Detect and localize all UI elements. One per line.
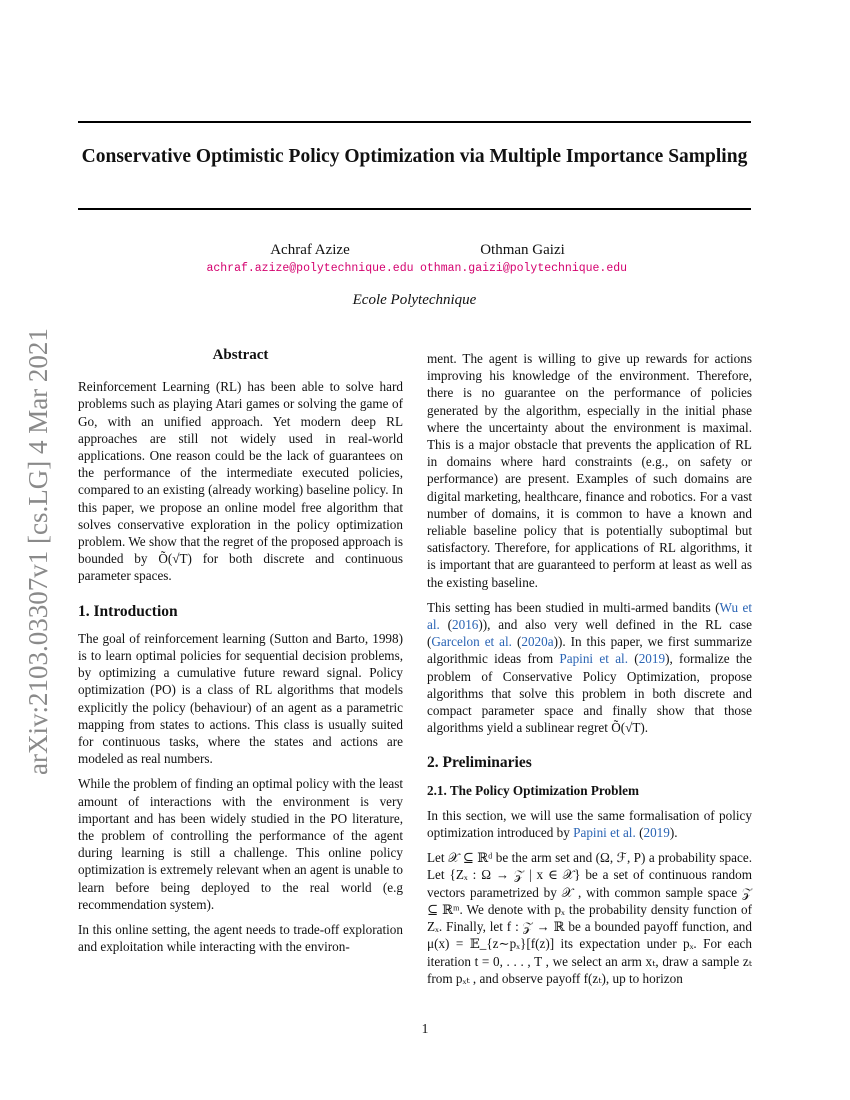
prelim-paragraph-2: Let 𝒳 ⊆ ℝᵈ be the arm set and (Ω, ℱ, P) a probability space. Let {Zₓ : Ω → 𝒵 | x ∈ 𝒳} be a set of continuous random vectors parametrized by 𝒳 , with common sample space 𝒵 ⊆ ℝᵐ. We denote with pₓ the probability density function of Zₓ. Finally, let f : 𝒵 → ℝ be a bounded payoff function, and μ(x) = 𝔼_{z∼pₓ}[f(z)] its expectation under pₓ. For each iteration t = 0, . . . , T , we select an arm xₜ, draw a sample zₜ from pₓₜ , and observe payoff f(zₜ), up to horizon bbox=[427, 850, 752, 986]
title-rule-top bbox=[78, 121, 751, 123]
author-name: Achraf Azize bbox=[270, 242, 350, 258]
author-1 bbox=[205, 240, 415, 278]
author-email[interactable]: achraf.azize@polytechnique.edu bbox=[206, 262, 414, 275]
text-run: ( bbox=[439, 617, 453, 633]
abstract-heading: Abstract bbox=[212, 347, 269, 363]
author-2 bbox=[420, 240, 628, 278]
intro-paragraph-3-continued: ment. The agent is willing to give up rewards for actions improving his knowledge of the environment. Therefore, there is no guarantee on the performance of policies generated by the algorithm, especially in the initial phase where the uncertainty about the environment is maximal. This is a major obstacle that prevents the application of RL in domains where hard constraints (e.g., on safety or performance) are present. Examples of such domains are digital marketing, healthcare, finance and robotics. For a vast number of domains, it is common to have a known and reliable baseline policy that is potentially suboptimal but satisfactory. Therefore, for applications of RL algorithms, it is important that are guaranteed to perform at least as well as the existing baseline. bbox=[427, 351, 752, 590]
citation-link[interactable]: Papini et al. bbox=[573, 825, 636, 841]
section-heading-introduction: 1. Introduction bbox=[78, 602, 178, 620]
citation-link[interactable]: Garcelon et al. bbox=[431, 634, 512, 650]
abstract-text: Reinforcement Learning (RL) has been able to solve hard problems such as playing Atari games or solving the game of Go, with an unified approach. Yet modern deep RL approaches are still not widely used in real-world applications. One reason could be the lack of guarantees on the performance of the intermediate executed policies, compared to an existing (already working) baseline policy. In this paper, we propose an online model free algorithm that solves conservative exploration in the policy optimization problem. We show that the regret of the proposed approach is bounded by Õ(√T) for both discrete and continuous parameter spaces. bbox=[78, 379, 403, 584]
citation-year-link[interactable]: 2019 bbox=[643, 825, 670, 841]
left-column bbox=[78, 345, 403, 964]
text-run: )). In this paper, we first summarize algorithmic ideas from bbox=[427, 634, 752, 667]
citation-link[interactable]: Wu et al. bbox=[427, 599, 753, 633]
subsection-heading: 2.1. The Policy Optimization Problem bbox=[427, 782, 639, 798]
author-name: Othman Gaizi bbox=[480, 242, 565, 258]
arxiv-identifier: arXiv:2103.03307v1 [cs.LG] 4 Mar 2021 bbox=[23, 328, 53, 775]
text-run: ), formalize the problem of Conservative Policy Optimization, propose algorithms that solve this problem in both discrete and compact parameter space and finally show that those algorithms yield a sublinear regret Õ(√T). bbox=[427, 651, 752, 736]
text-run: ( bbox=[511, 634, 522, 650]
text-run: ( bbox=[635, 825, 644, 841]
intro-paragraph-3: In this online setting, the agent needs to trade-off exploration and exploitation while interacting with the environ- bbox=[78, 922, 403, 955]
citation-link[interactable]: Papini et al. bbox=[559, 651, 629, 667]
title-rule-bottom bbox=[78, 208, 751, 210]
citation-year-link[interactable]: 2019 bbox=[638, 651, 666, 667]
intro-paragraph-4 bbox=[427, 599, 752, 737]
text-run: )), and also very well defined in the RL case ( bbox=[427, 617, 752, 650]
section-heading-preliminaries: 2. Preliminaries bbox=[427, 754, 532, 772]
right-column bbox=[427, 350, 752, 995]
text-run: In this section, we will use the same formalisation of policy optimization introduced by bbox=[427, 807, 752, 841]
affiliation: Ecole Polytechnique bbox=[352, 292, 477, 308]
paper-title: Conservative Optimistic Policy Optimization via Multiple Importance Sampling bbox=[81, 146, 748, 167]
intro-paragraph-1: The goal of reinforcement learning (Sutton and Barto, 1998) is to learn optimal policies for sequential decision problems, by optimizing a cumulative future reward signal. Policy optimization (PO) is a class of RL algorithms that models explicitly the policy (behaviour) of an agent as a parametric mapping from states to actions. This class is usually suited for continuous tasks, where the states and actions are modeled as real numbers. bbox=[78, 630, 403, 767]
author-email[interactable]: othman.gaizi@polytechnique.edu bbox=[420, 262, 628, 275]
page-number: 1 bbox=[421, 1021, 429, 1036]
prelim-paragraph-1 bbox=[427, 807, 752, 841]
intro-paragraph-2: While the problem of finding an optimal policy with the least amount of interactions with the environment is very important and has been widely studied in the PO literature, the problem of controlling the performance of the agent during learning is still a challenge. This online policy optimization is extremely relevant when an agent is unable to learn before being deployed to the real world (e.g recommendation system). bbox=[78, 776, 403, 912]
text-run: This setting has been studied in multi-armed bandits ( bbox=[427, 599, 720, 615]
citation-year-link[interactable]: 2020a bbox=[521, 634, 554, 650]
text-run: ). bbox=[669, 825, 678, 841]
citation-year-link[interactable]: 2016 bbox=[452, 617, 479, 633]
text-run: ( bbox=[628, 651, 639, 667]
